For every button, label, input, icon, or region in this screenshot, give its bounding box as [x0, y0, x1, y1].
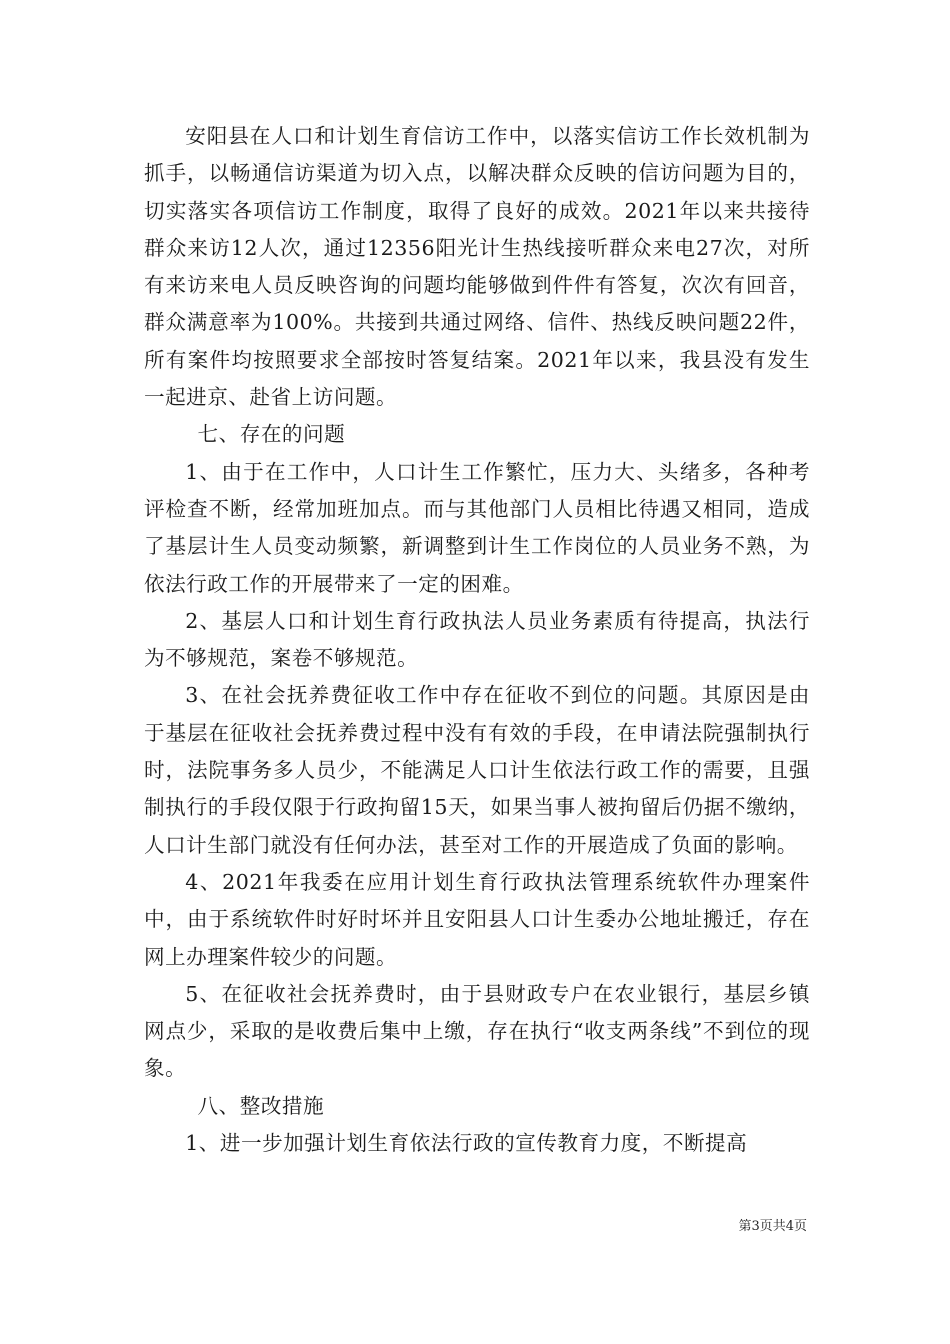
paragraph-petition-work: 安阳县在人口和计划生育信访工作中，以落实信访工作长效机制为抓手，以畅通信访渠道为切入点，以解决群众反映的信访问题为目的，切实落实各项信访工作制度，取得了良好的成效。2021年以来共接待群众来访12人次，通过12356阳光计生热线接听群众来电27次，对所有来访来电人员反映咨询的问题均能够做到件件有答复，次次有回音，群众满意率为100%。共接到共通过网络、信件、热线反映问题22件，所有案件均按照要求全部按时答复结案。2021年以来，我县没有发生一起进京、赴省上访问题。	[144, 124, 810, 410]
paragraph-problem-4: 4、2021年我委在应用计划生育行政执法管理系统软件办理案件中，由于系统软件时好时坏并且安阳县人口计生委办公地址搬迁，存在网上办理案件较少的问题。	[144, 869, 810, 969]
section-heading-problems: 七、存在的问题	[197, 422, 346, 447]
paragraph-measure-1: 1、进一步加强计划生育依法行政的宣传教育力度，不断提高	[185, 1131, 748, 1156]
paragraph-problem-1: 1、由于在工作中，人口计生工作繁忙，压力大、头绪多，各种考评检查不断，经常加班加点。而与其他部门人员相比待遇又相同，造成了基层计生人员变动频繁，新调整到计生工作岗位的人员业务不熟，为依法行政工作的开展带来了一定的困难。	[144, 459, 810, 596]
document-body	[144, 118, 810, 1162]
section-heading-measures: 八、整改措施	[197, 1093, 325, 1118]
paragraph-problem-3: 3、在社会抚养费征收工作中存在征收不到位的问题。其原因是由于基层在征收社会抚养费过程中没有有效的手段，在申请法院强制执行时，法院事务多人员少，不能满足人口计生依法行政工作的需要，且强制执行的手段仅限于行政拘留15天，如果当事人被拘留后仍据不缴纳，人口计生部门就没有任何办法，甚至对工作的开展造成了负面的影响。	[144, 683, 810, 857]
paragraph-problem-2: 2、基层人口和计划生育行政执法人员业务素质有待提高，执法行为不够规范，案卷不够规范。	[144, 608, 810, 671]
page-number-footer: 第3页共4页	[738, 1219, 807, 1234]
paragraph-problem-5: 5、在征收社会抚养费时，由于县财政专户在农业银行，基层乡镇网点少，采取的是收费后集中上缴，存在执行“收支两条线”不到位的现象。	[144, 981, 810, 1081]
